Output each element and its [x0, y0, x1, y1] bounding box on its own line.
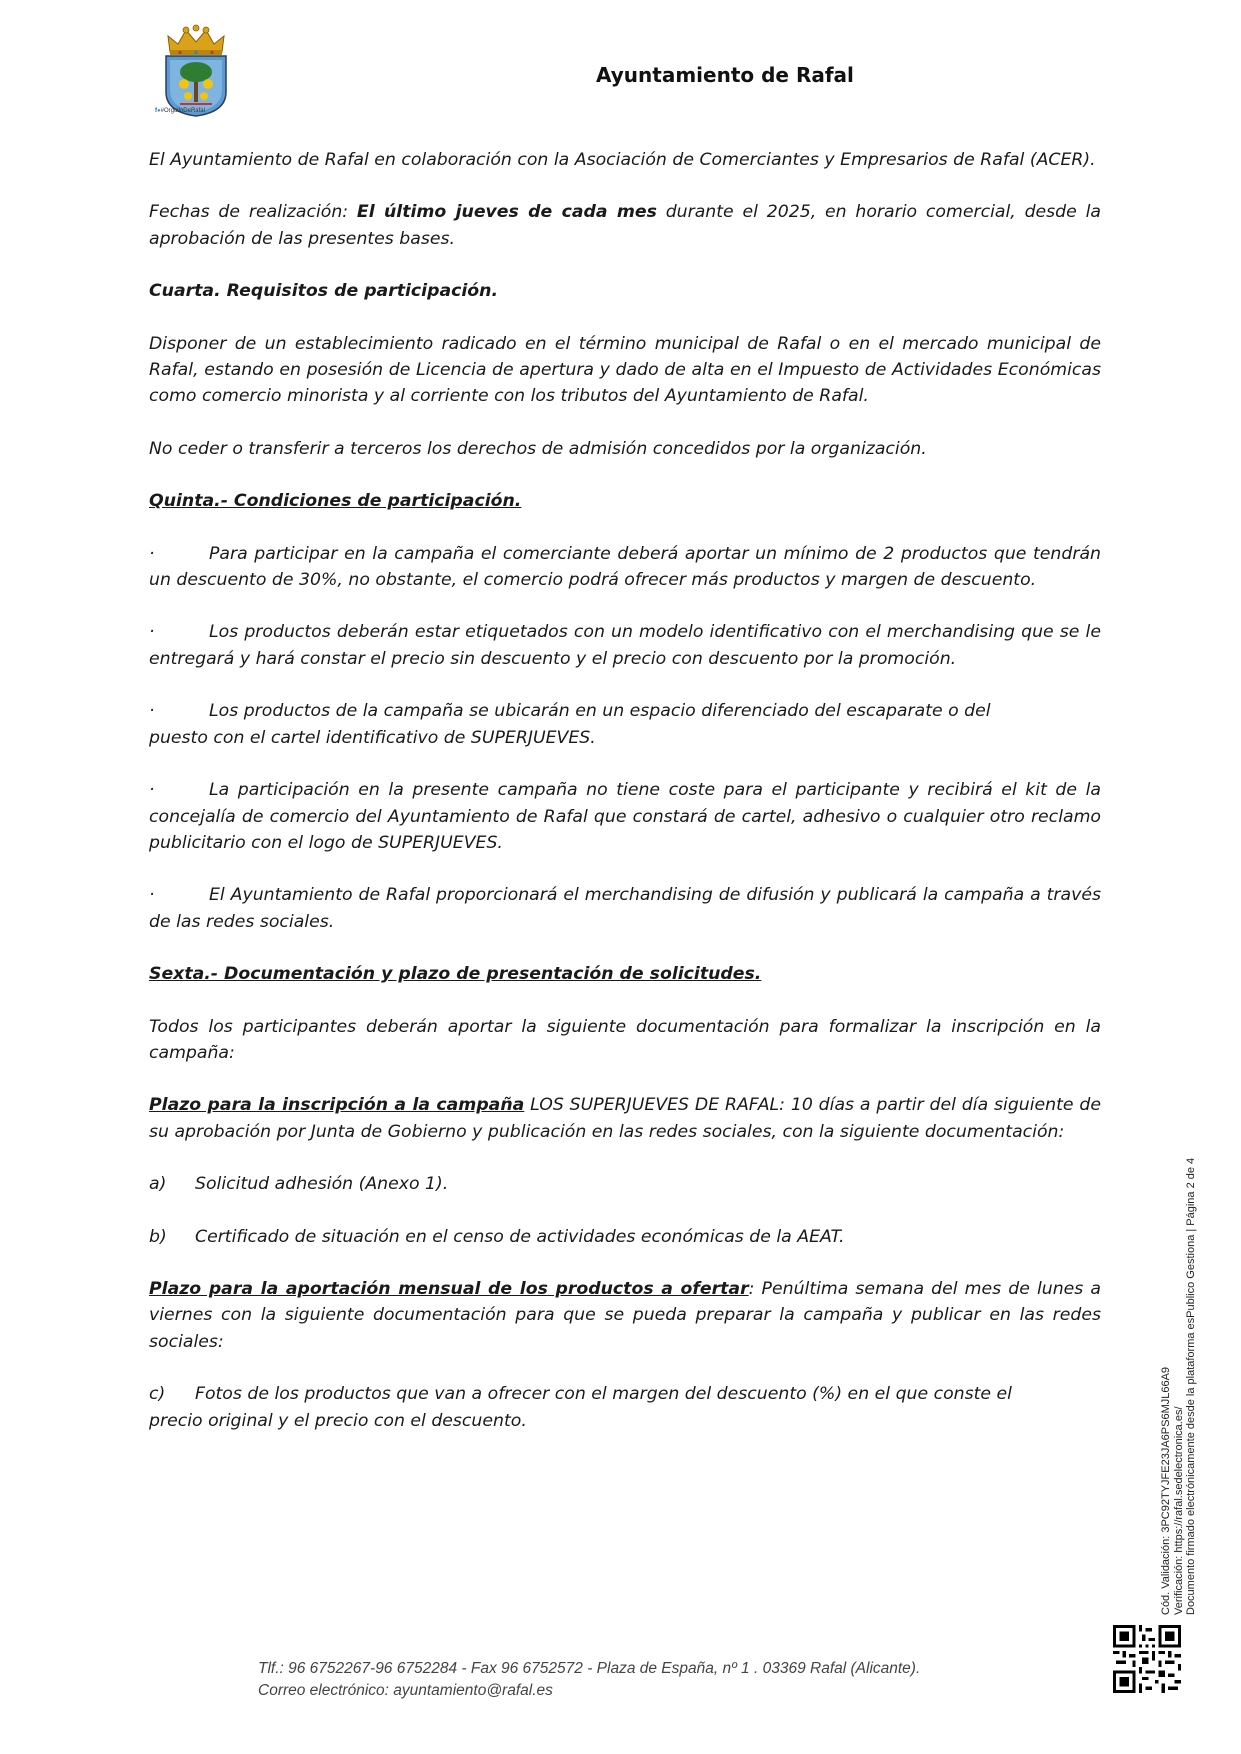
document-body: [149, 147, 1101, 1460]
logo-caption: f●#OrgulloDeRafal: [155, 108, 205, 114]
bullet-item: · El Ayuntamiento de Rafal proporcionará el merchandising de difusión y publicará la campaña a través de las redes sociales.: [149, 882, 1101, 935]
section-heading-cuarta: Cuarta. Requisitos de participación.: [149, 281, 499, 302]
bullet-icon: ·: [149, 780, 155, 801]
bullet-item: · Los productos de la campaña se ubicarán en un espacio diferenciado del escaparate o del puesto con el cartel identificativo de SUPERJUEVES.: [149, 698, 1101, 751]
footer-contact: [258, 1658, 920, 1702]
bullet-item: · Los productos deberán estar etiquetados con un modelo identificativo con el merchandising que se le entregará y hará constar el precio sin descuento y el precio con descuento por la promoción.: [149, 619, 1101, 672]
section-heading-quinta: Quinta.- Condiciones de participación.: [149, 491, 522, 512]
list-item-c: c) Fotos de los productos que van a ofrecer con el margen del descuento (%) en el que conste el precio original y el precio con el descuento.: [149, 1384, 1012, 1431]
social-icons: f: [155, 108, 157, 114]
paragraph-requirements: Disponer de un establecimiento radicado en el término municipal de Rafal o en el mercado municipal de Rafal, estando en posesión de Licencia de apertura y dado de alta en el Impuesto de Actividades Económicas como comercio minorista y al corriente con los tributos del Ayuntamiento de Rafal.: [149, 333, 1101, 407]
paragraph-dates: Fechas de realización: El último jueves de cada mes durante el 2025, en horario comercial, desde la aprobación de las presentes bases.: [149, 202, 1101, 249]
paragraph-monthly-deadline: Plazo para la aportación mensual de los productos a ofertar: Penúltima semana del mes de lunes a viernes con la siguiente documentación para que se pueda preparar la campaña y publicar en las redes sociales:: [149, 1278, 1102, 1352]
signature-note: Documento firmado electrónicamente desde la plataforma esPublico Gestiona | Página 2 de 4: [1185, 1157, 1197, 1615]
qr-code-icon: [1113, 1625, 1181, 1693]
bullet-icon: ·: [149, 701, 155, 722]
bullet-icon: ·: [149, 885, 155, 906]
paragraph-documentation: Todos los participantes deberán aportar la siguiente documentación para formalizar la inscripción en la campaña:: [149, 1016, 1101, 1063]
paragraph-registration-deadline: Plazo para la inscripción a la campaña LOS SUPERJUEVES DE RAFAL: 10 días a partir del día siguiente de su aprobación por Junta de Gobierno y publicación en las redes sociales, con la siguiente documentación:: [149, 1095, 1101, 1142]
validation-sidebar: [1160, 1075, 1198, 1615]
bullet-icon: ·: [149, 543, 155, 564]
header-title: Ayuntamiento de Rafal: [596, 63, 854, 87]
list-item-a: a) Solicitud adhesión (Anexo 1).: [149, 1174, 449, 1195]
footer-address: Tlf.: 96 6752267-96 6752284 - Fax 96 6752572 - Plaza de España, nº 1 . 03369 Rafal (Alicante).: [258, 1660, 921, 1677]
coat-of-arms-logo: [150, 24, 242, 120]
list-item-b: b) Certificado de situación en el censo de actividades económicas de la AEAT.: [149, 1226, 845, 1247]
section-heading-sexta: Sexta.- Documentación y plazo de presentación de solicitudes.: [149, 964, 762, 985]
bullet-icon: ·: [149, 622, 155, 643]
footer-email: Correo electrónico: ayuntamiento@rafal.es: [258, 1682, 553, 1699]
verification-url: Verificación: https://rafal.sedelectronica.es/: [1172, 1406, 1185, 1615]
validation-code: Cód. Validación: 3PC92TYJFE23JA6PS6MJL66A9: [1160, 1366, 1172, 1615]
bullet-item: · La participación en la presente campaña no tiene coste para el participante y recibirá el kit de la concejalía de comercio del Ayuntamiento de Rafal que constará de cartel, adhesivo o cualquier otro reclamo publicitario con el logo de SUPERJUEVES.: [149, 777, 1101, 856]
paragraph-no-transfer: No ceder o transferir a terceros los derechos de admisión concedidos por la organización.: [149, 438, 927, 459]
paragraph-intro: El Ayuntamiento de Rafal en colaboración con la Asociación de Comerciantes y Empresarios de Rafal (ACER).: [149, 150, 1096, 170]
bullet-item: · Para participar en la campaña el comerciante deberá aportar un mínimo de 2 productos que tendrán un descuento de 30%, no obstante, el comercio podrá ofrecer más productos y margen de descuento.: [149, 541, 1101, 594]
